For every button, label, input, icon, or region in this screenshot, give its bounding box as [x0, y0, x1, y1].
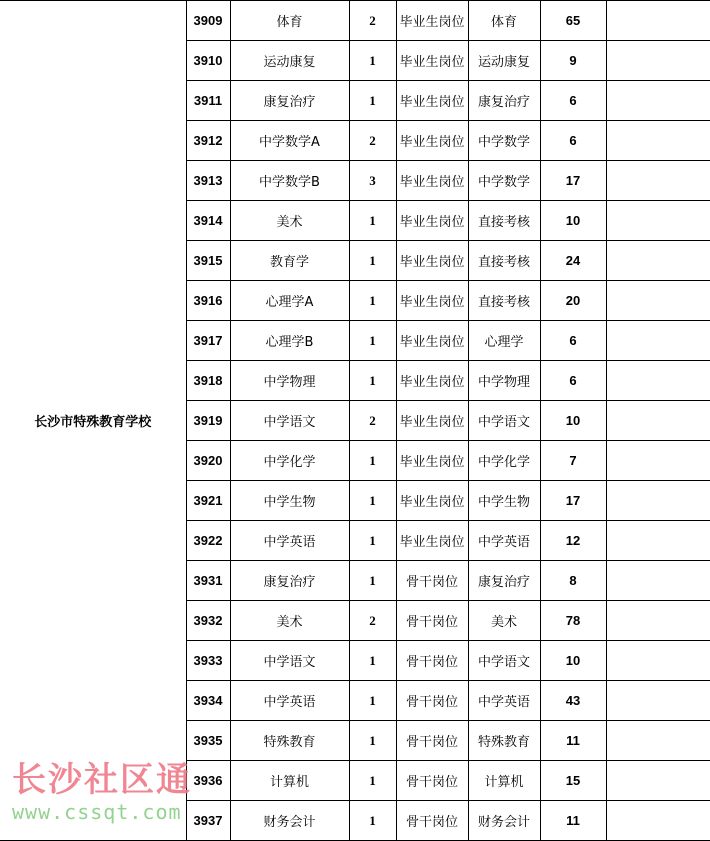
position-type-cell: 骨干岗位 [396, 801, 468, 841]
position-code-cell: 3912 [186, 121, 230, 161]
applicant-count-cell: 6 [540, 81, 606, 121]
hire-count-cell: 1 [349, 761, 396, 801]
exam-subject-cell: 中学英语 [468, 521, 540, 561]
exam-subject-cell: 财务会计 [468, 801, 540, 841]
exam-subject-cell: 心理学 [468, 321, 540, 361]
exam-subject-cell: 康复治疗 [468, 561, 540, 601]
hire-count-cell: 1 [349, 441, 396, 481]
position-type-cell: 骨干岗位 [396, 641, 468, 681]
subject-cell: 计算机 [230, 761, 349, 801]
subject-cell: 美术 [230, 201, 349, 241]
blank-cell [606, 321, 710, 361]
position-code-cell: 3937 [186, 801, 230, 841]
position-code-cell: 3915 [186, 241, 230, 281]
position-code-cell: 3910 [186, 41, 230, 81]
position-type-cell: 毕业生岗位 [396, 521, 468, 561]
position-type-cell: 毕业生岗位 [396, 161, 468, 201]
position-type-cell: 毕业生岗位 [396, 201, 468, 241]
subject-cell: 中学化学 [230, 441, 349, 481]
exam-subject-cell: 中学语文 [468, 641, 540, 681]
hire-count-cell: 1 [349, 641, 396, 681]
blank-cell [606, 121, 710, 161]
blank-cell [606, 441, 710, 481]
table-row [0, 1, 710, 41]
applicant-count-cell: 43 [540, 681, 606, 721]
position-type-cell: 骨干岗位 [396, 561, 468, 601]
blank-cell [606, 641, 710, 681]
exam-subject-cell: 美术 [468, 601, 540, 641]
subject-cell: 中学物理 [230, 361, 349, 401]
blank-cell [606, 201, 710, 241]
exam-subject-cell: 运动康复 [468, 41, 540, 81]
subject-cell: 心理学B [230, 321, 349, 361]
blank-cell [606, 1, 710, 41]
exam-subject-cell: 中学数学 [468, 121, 540, 161]
applicant-count-cell: 9 [540, 41, 606, 81]
exam-subject-cell: 中学数学 [468, 161, 540, 201]
position-type-cell: 骨干岗位 [396, 721, 468, 761]
exam-subject-cell: 直接考核 [468, 201, 540, 241]
blank-cell [606, 361, 710, 401]
position-type-cell: 毕业生岗位 [396, 361, 468, 401]
subject-cell: 中学英语 [230, 681, 349, 721]
applicant-count-cell: 6 [540, 361, 606, 401]
watermark-title: 长沙社区通 [12, 760, 192, 800]
hire-count-cell: 1 [349, 81, 396, 121]
position-type-cell: 毕业生岗位 [396, 121, 468, 161]
applicant-count-cell: 17 [540, 161, 606, 201]
applicant-count-cell: 11 [540, 801, 606, 841]
position-code-cell: 3918 [186, 361, 230, 401]
position-type-cell: 毕业生岗位 [396, 41, 468, 81]
applicant-count-cell: 24 [540, 241, 606, 281]
position-code-cell: 3931 [186, 561, 230, 601]
subject-cell: 中学数学A [230, 121, 349, 161]
blank-cell [606, 241, 710, 281]
blank-cell [606, 481, 710, 521]
applicant-count-cell: 7 [540, 441, 606, 481]
exam-subject-cell: 特殊教育 [468, 721, 540, 761]
blank-cell [606, 281, 710, 321]
subject-cell: 中学数学B [230, 161, 349, 201]
applicant-count-cell: 78 [540, 601, 606, 641]
position-code-cell: 3913 [186, 161, 230, 201]
subject-cell: 美术 [230, 601, 349, 641]
position-code-cell: 3936 [186, 761, 230, 801]
position-code-cell: 3916 [186, 281, 230, 321]
subject-cell: 中学语文 [230, 401, 349, 441]
applicant-count-cell: 6 [540, 121, 606, 161]
position-code-cell: 3917 [186, 321, 230, 361]
applicant-count-cell: 11 [540, 721, 606, 761]
position-type-cell: 毕业生岗位 [396, 81, 468, 121]
blank-cell [606, 161, 710, 201]
exam-subject-cell: 中学英语 [468, 681, 540, 721]
hire-count-cell: 1 [349, 521, 396, 561]
hire-count-cell: 1 [349, 561, 396, 601]
exam-subject-cell: 中学语文 [468, 401, 540, 441]
org-name-cell: 长沙市特殊教育学校 [0, 1, 186, 841]
position-code-cell: 3920 [186, 441, 230, 481]
table-body [0, 1, 710, 841]
blank-cell [606, 41, 710, 81]
hire-count-cell: 1 [349, 201, 396, 241]
applicant-count-cell: 6 [540, 321, 606, 361]
position-code-cell: 3935 [186, 721, 230, 761]
exam-subject-cell: 体育 [468, 1, 540, 41]
position-type-cell: 骨干岗位 [396, 681, 468, 721]
subject-cell: 运动康复 [230, 41, 349, 81]
exam-subject-cell: 中学生物 [468, 481, 540, 521]
subject-cell: 教育学 [230, 241, 349, 281]
applicant-count-cell: 10 [540, 401, 606, 441]
position-type-cell: 毕业生岗位 [396, 481, 468, 521]
position-code-cell: 3919 [186, 401, 230, 441]
subject-cell: 体育 [230, 1, 349, 41]
exam-subject-cell: 中学化学 [468, 441, 540, 481]
blank-cell [606, 401, 710, 441]
hire-count-cell: 2 [349, 401, 396, 441]
exam-subject-cell: 直接考核 [468, 281, 540, 321]
exam-subject-cell: 康复治疗 [468, 81, 540, 121]
watermark-url: www.cssqt.com [12, 800, 182, 824]
hire-count-cell: 1 [349, 41, 396, 81]
blank-cell [606, 561, 710, 601]
position-type-cell: 毕业生岗位 [396, 441, 468, 481]
subject-cell: 康复治疗 [230, 81, 349, 121]
subject-cell: 特殊教育 [230, 721, 349, 761]
hire-count-cell: 1 [349, 241, 396, 281]
exam-subject-cell: 中学物理 [468, 361, 540, 401]
position-code-cell: 3911 [186, 81, 230, 121]
subject-cell: 中学语文 [230, 641, 349, 681]
position-type-cell: 骨干岗位 [396, 601, 468, 641]
exam-subject-cell: 直接考核 [468, 241, 540, 281]
subject-cell: 中学英语 [230, 521, 349, 561]
hire-count-cell: 1 [349, 801, 396, 841]
blank-cell [606, 81, 710, 121]
position-type-cell: 毕业生岗位 [396, 321, 468, 361]
hire-count-cell: 3 [349, 161, 396, 201]
hire-count-cell: 1 [349, 481, 396, 521]
position-code-cell: 3914 [186, 201, 230, 241]
applicant-count-cell: 8 [540, 561, 606, 601]
position-type-cell: 毕业生岗位 [396, 401, 468, 441]
applicant-count-cell: 10 [540, 641, 606, 681]
hire-count-cell: 1 [349, 721, 396, 761]
position-code-cell: 3934 [186, 681, 230, 721]
subject-cell: 中学生物 [230, 481, 349, 521]
exam-subject-cell: 计算机 [468, 761, 540, 801]
applicant-count-cell: 20 [540, 281, 606, 321]
blank-cell [606, 761, 710, 801]
position-code-cell: 3909 [186, 1, 230, 41]
applicant-count-cell: 10 [540, 201, 606, 241]
position-type-cell: 毕业生岗位 [396, 241, 468, 281]
blank-cell [606, 601, 710, 641]
hire-count-cell: 1 [349, 361, 396, 401]
hire-count-cell: 2 [349, 121, 396, 161]
hire-count-cell: 1 [349, 681, 396, 721]
hire-count-cell: 1 [349, 321, 396, 361]
applicant-count-cell: 17 [540, 481, 606, 521]
blank-cell [606, 801, 710, 841]
applicant-count-cell: 15 [540, 761, 606, 801]
hire-count-cell: 1 [349, 281, 396, 321]
subject-cell: 财务会计 [230, 801, 349, 841]
applicant-count-cell: 12 [540, 521, 606, 561]
subject-cell: 心理学A [230, 281, 349, 321]
position-type-cell: 骨干岗位 [396, 761, 468, 801]
blank-cell [606, 721, 710, 761]
hire-count-cell: 2 [349, 601, 396, 641]
position-type-cell: 毕业生岗位 [396, 281, 468, 321]
applicant-count-cell: 65 [540, 1, 606, 41]
position-code-cell: 3932 [186, 601, 230, 641]
position-code-cell: 3933 [186, 641, 230, 681]
hire-count-cell: 2 [349, 1, 396, 41]
blank-cell [606, 521, 710, 561]
blank-cell [606, 681, 710, 721]
subject-cell: 康复治疗 [230, 561, 349, 601]
position-code-cell: 3921 [186, 481, 230, 521]
position-code-cell: 3922 [186, 521, 230, 561]
position-type-cell: 毕业生岗位 [396, 1, 468, 41]
